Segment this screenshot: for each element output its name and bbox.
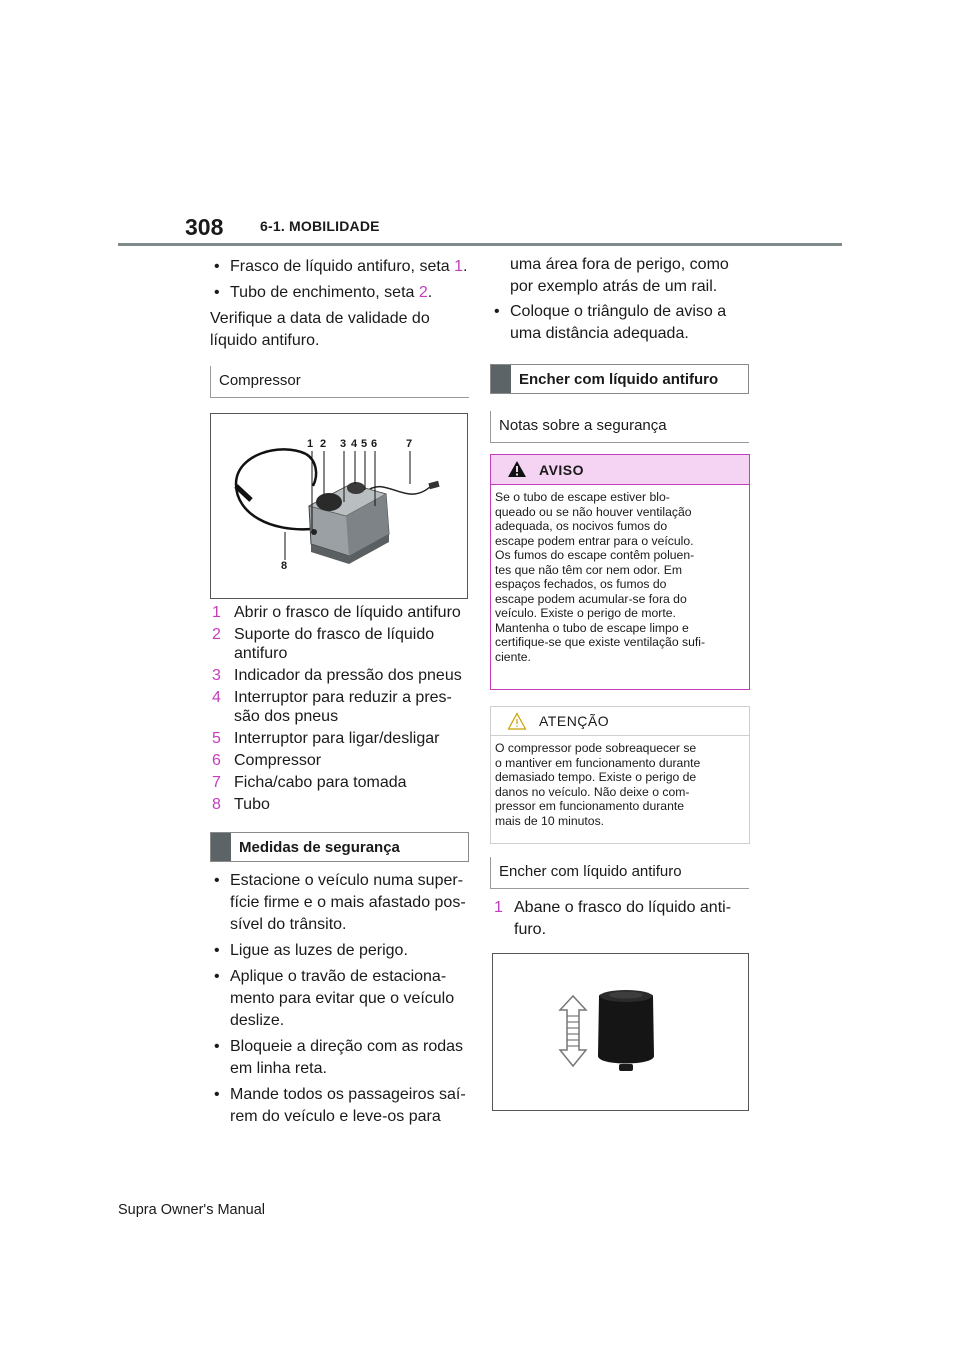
step-text: Abane o frasco do líquido anti-furo. <box>514 899 732 938</box>
parts-list <box>212 603 470 814</box>
fill-heading-text: Encher com líquido antifuro <box>519 371 719 388</box>
callout-label: 1 <box>307 438 314 450</box>
callout-label: 6 <box>371 438 378 450</box>
list-item: • Tubo de enchimento, seta 2. <box>210 282 472 303</box>
warning-box <box>490 454 750 690</box>
arrow-ref: 1 <box>454 258 464 275</box>
list-item: 1 Abrir o frasco de líquido antifuro <box>212 604 461 621</box>
list-item: 2 Suporte do frasco de líquido antifuro <box>212 626 435 662</box>
triangle-bullet-list <box>490 301 748 345</box>
step-item <box>494 897 742 941</box>
heading-bar-marker <box>491 365 511 393</box>
shake-bottle-figure <box>492 953 749 1111</box>
tube-shape <box>236 449 311 529</box>
list-item: 6 Compressor <box>212 752 322 769</box>
warning-header <box>491 455 749 485</box>
pressure-gauge-shape <box>316 493 342 511</box>
left-intro <box>210 256 472 352</box>
validity-note: Verifique a data de validade do líquido antifuro. <box>210 310 430 349</box>
plug-shape <box>428 481 439 489</box>
caution-box <box>490 706 750 844</box>
shake-arrow-icon <box>560 996 586 1066</box>
fill-subheading-text: Encher com líquido antifuro <box>499 863 682 880</box>
callout-label: 4 <box>351 438 358 450</box>
bottle-mount-shape <box>347 482 365 494</box>
safety-bullet-list <box>210 870 472 1128</box>
section-title: 6-1. MOBILIDADE <box>260 218 380 234</box>
callout-label: 7 <box>406 438 413 450</box>
warning-triangle-icon <box>507 460 527 478</box>
safety-bullets-container <box>210 870 472 1132</box>
list-item: • Mande todos os passageiros saí-rem do veículo e leve-os para <box>210 1084 472 1128</box>
step-container <box>494 897 742 941</box>
callout-label: 8 <box>281 560 288 572</box>
antifuro-bottle-icon <box>598 990 654 1071</box>
page-number: 308 <box>185 214 224 240</box>
safety-notes-heading <box>490 411 749 443</box>
safety-measures-heading <box>210 832 469 862</box>
step-number: 1 <box>494 899 503 916</box>
arrow-ref: 2 <box>418 284 428 301</box>
intro-bullet-list <box>210 256 472 303</box>
callout-label: 3 <box>340 438 347 450</box>
list-item: • Bloqueie a direção com as rodas em linha reta. <box>210 1036 472 1080</box>
list-item: • Coloque o triângulo de aviso a uma distância adequada. <box>490 301 748 345</box>
list-item: 5 Interruptor para ligar/desligar <box>212 730 440 747</box>
safety-heading-text: Medidas de segurança <box>239 839 400 856</box>
parts-list-container <box>212 603 470 817</box>
safety-notes-heading-text: Notas sobre a segurança <box>499 417 667 434</box>
compressor-heading <box>210 366 469 398</box>
list-item: • Frasco de líquido antifuro, seta 1. <box>210 256 472 277</box>
heading-bar-marker <box>211 833 231 861</box>
caution-triangle-icon <box>507 712 527 730</box>
fill-subheading <box>490 857 749 889</box>
shake-bottle-illustration <box>493 954 748 1110</box>
caution-title: ATENÇÃO <box>539 713 610 729</box>
caution-text: O compressor pode sobreaquecer se o mantiver em funcionamento durante demasiado tempo. Existe o perigo de danos no veículo. Não deixe o com- pressor em funcionamento durante mais de 10 minutos. <box>495 741 701 828</box>
caution-header <box>491 707 749 736</box>
fill-heading <box>490 364 749 394</box>
header-rule <box>118 243 842 246</box>
continuation-text: uma área fora de perigo, como por exemplo atrás de um rail. <box>510 256 729 295</box>
compressor-heading-text: Compressor <box>219 372 301 389</box>
right-intro <box>490 254 748 349</box>
callout-label: 2 <box>320 438 327 450</box>
callout-label: 5 <box>361 438 368 450</box>
list-item: 4 Interruptor para reduzir a pres-são dos pneus <box>212 689 452 725</box>
warning-text: Se o tubo de escape estiver blo- queado ou se não houver ventilação adequada, os nocivos fumos do escape podem entrar para o veículo. Os fumos do escape contêm poluen- tes que não têm cor nem odor. Em espaços fechados, os fumos do escape podem acumular-se fora do veículo. Existe o perigo de morte. Mantenha o tubo de escape limpo e certifique-se que existe ventilação sufi- ciente. <box>495 490 706 664</box>
footer-text: Supra Owner's Manual <box>118 1202 266 1218</box>
compressor-figure <box>210 413 468 599</box>
list-item: • Ligue as luzes de perigo. <box>210 940 472 962</box>
compressor-illustration <box>211 414 467 598</box>
list-item: • Estacione o veículo numa super-fície firme e o mais afastado pos-sível do trânsito. <box>210 870 472 936</box>
list-item: 8 Tubo <box>212 796 270 813</box>
warning-title: AVISO <box>539 462 585 478</box>
list-item: 7 Ficha/cabo para tomada <box>212 774 407 791</box>
list-item: • Aplique o travão de estaciona-mento para evitar que o veículo deslize. <box>210 966 472 1032</box>
list-item: 3 Indicador da pressão dos pneus <box>212 667 462 684</box>
